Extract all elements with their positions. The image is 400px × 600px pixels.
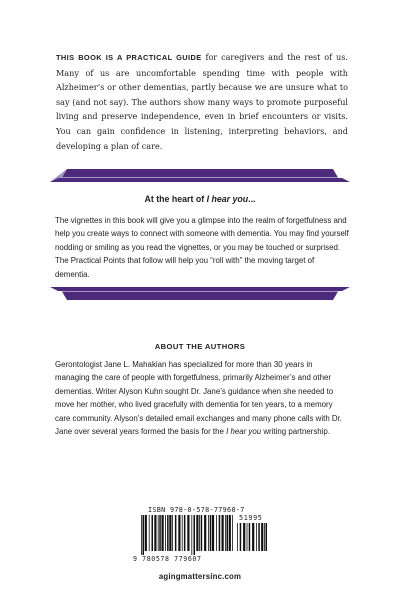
barcode-bar bbox=[141, 515, 142, 555]
barcode-bar bbox=[237, 523, 238, 551]
barcode-bar bbox=[158, 515, 159, 551]
barcode-bar bbox=[175, 515, 177, 551]
intro-paragraph bbox=[56, 50, 348, 153]
barcode-addon-bars bbox=[237, 523, 267, 555]
barcode-bar bbox=[219, 515, 221, 551]
isbn-text: ISBN 978-0-578-77960-7 bbox=[148, 506, 245, 514]
purple-banner-bottom bbox=[50, 286, 350, 302]
about-authors-paragraph bbox=[55, 358, 349, 438]
barcode-bar bbox=[204, 515, 206, 551]
about-title: I hear you bbox=[226, 427, 262, 437]
barcode-bar bbox=[264, 523, 265, 551]
barcode-bar bbox=[212, 515, 214, 551]
barcode-bar bbox=[167, 515, 169, 551]
vignettes-paragraph: The vignettes in this book will give you a glimpse into the realm of forgetfulness and help you create ways to connect with someone with dementia. You may find yourself nodding or smiling as you read the vignettes, or you may be touched or surprised. The Practical Points that follow will help you “roll with” the moving target of dementia. bbox=[55, 216, 349, 279]
barcode-bar bbox=[194, 515, 196, 555]
barcode-main-bars bbox=[141, 515, 235, 555]
about-body: Gerontologist Jane L. Mahakian has specialized for more than 30 years in managing the care of people with forgetfulness, primarily Alzheimer’s and other dementias. Writer Alyson Kuhn sought Dr. Jane’s guidance when she needed to move her mother, who lived gracefully with dementia for ten years, to a memory care community. Alyson’s detailed email exchanges and many phone calls with Dr. Jane over several years formed the basis for the bbox=[55, 360, 342, 437]
intro-body: for caregivers and the rest of us. Many of us are uncomfortable spending time with people with Alzheimer’s or other dementias, partly because we are unsure what to say (and not say). The authors show many ways to promote purposeful living and preserve independence, even in brief encounters or visits. You can gain confidence in listening, interpreting behaviors, and developing a plan of care. bbox=[56, 52, 348, 151]
purple-banner-top bbox=[50, 167, 350, 183]
website-url: agingmattersinc.com bbox=[158, 572, 242, 581]
barcode-bar bbox=[225, 515, 226, 551]
barcode-bar bbox=[243, 523, 245, 551]
barcode-bar bbox=[191, 515, 192, 555]
barcode-bar bbox=[196, 515, 198, 551]
barcode-bar bbox=[145, 515, 147, 551]
about-authors-heading: ABOUT THE AUTHORS bbox=[154, 342, 246, 351]
barcode-bar bbox=[199, 515, 200, 551]
heart-heading bbox=[0, 194, 400, 204]
barcode-bar bbox=[261, 523, 263, 551]
intro-lead: THIS BOOK IS A PRACTICAL GUIDE bbox=[56, 53, 202, 62]
barcode-bar bbox=[258, 523, 260, 551]
barcode-bar bbox=[182, 515, 183, 551]
heart-heading-suffix: ... bbox=[248, 194, 256, 204]
barcode-bar bbox=[162, 515, 164, 551]
barcode-bar bbox=[178, 515, 180, 551]
barcode-bar bbox=[256, 523, 257, 551]
barcode-bar bbox=[232, 515, 233, 551]
barcode-bar bbox=[169, 515, 171, 551]
barcode-digits: 9 780578 779607 bbox=[133, 555, 202, 563]
barcode-bar bbox=[222, 515, 224, 551]
barcode-bar bbox=[240, 523, 242, 551]
barcode-bar bbox=[249, 523, 251, 551]
barcode-bar bbox=[210, 515, 212, 551]
barcode-bar bbox=[266, 523, 268, 551]
barcode-bar bbox=[152, 515, 154, 551]
heart-heading-title: I hear you bbox=[206, 194, 249, 204]
barcode-bar bbox=[216, 515, 217, 551]
barcode-bar bbox=[159, 515, 161, 551]
barcode-bar bbox=[154, 515, 156, 551]
barcode-bar bbox=[229, 515, 231, 551]
barcode-bar bbox=[187, 515, 189, 551]
barcode-bar bbox=[247, 523, 248, 551]
barcode-bar bbox=[165, 515, 166, 551]
isbn-barcode bbox=[131, 506, 271, 564]
barcode-bar bbox=[143, 515, 145, 555]
barcode-bar bbox=[172, 515, 173, 551]
price-code: 51995 bbox=[239, 514, 263, 522]
heart-heading-prefix: At the heart of bbox=[144, 194, 207, 204]
barcode-bar bbox=[149, 515, 150, 551]
barcode-bar bbox=[208, 515, 209, 551]
barcode-bar bbox=[184, 515, 186, 551]
about-suffix: writing partnership. bbox=[261, 427, 331, 437]
barcode-bar bbox=[201, 515, 203, 551]
barcode-bar bbox=[227, 515, 229, 551]
barcode-bar bbox=[252, 523, 254, 551]
